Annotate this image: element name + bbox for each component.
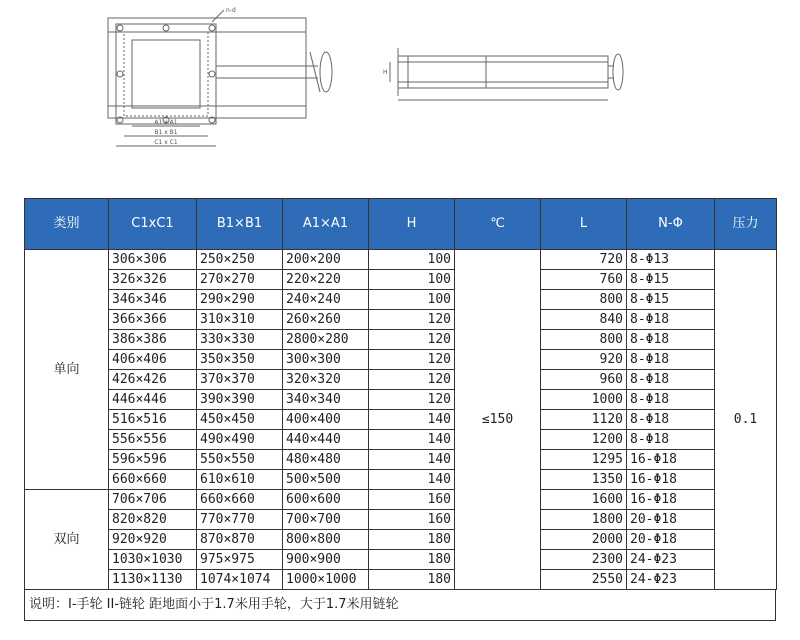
b1-cell: 975×975: [197, 550, 283, 570]
table-body: [25, 250, 777, 590]
n-phi-cell: 8-Φ18: [627, 430, 715, 450]
h-cell: 180: [369, 530, 455, 550]
c1-cell: 596×596: [109, 450, 197, 470]
table-row: [25, 410, 777, 430]
n-phi-cell: 8-Φ18: [627, 370, 715, 390]
n-phi-cell: 16-Φ18: [627, 490, 715, 510]
dim-b1-label: B1 x B1: [154, 129, 178, 136]
n-phi-cell: 20-Φ18: [627, 530, 715, 550]
n-phi-cell: 8-Φ13: [627, 250, 715, 270]
a1-cell: 600×600: [283, 490, 369, 510]
b1-cell: 660×660: [197, 490, 283, 510]
technical-drawings: [0, 0, 800, 190]
header-n-phi: N-Φ: [627, 199, 715, 250]
l-cell: 1600: [541, 490, 627, 510]
c1-cell: 446×446: [109, 390, 197, 410]
n-phi-cell: 16-Φ18: [627, 450, 715, 470]
a1-cell: 220×220: [283, 270, 369, 290]
table-row: [25, 250, 777, 270]
n-phi-cell: 24-Φ23: [627, 570, 715, 590]
footnote: 说明：I-手轮 II-链轮 距地面小于1.7米用手轮，大于1.7米用链轮: [24, 590, 776, 621]
a1-cell: 300×300: [283, 350, 369, 370]
b1-cell: 610×610: [197, 470, 283, 490]
a1-cell: 340×340: [283, 390, 369, 410]
c1-cell: 306×306: [109, 250, 197, 270]
front-view-drawing: [108, 10, 332, 146]
l-cell: 760: [541, 270, 627, 290]
table-row: [25, 550, 777, 570]
table-row: [25, 470, 777, 490]
n-phi-cell: 8-Φ15: [627, 270, 715, 290]
h-cell: 100: [369, 250, 455, 270]
l-cell: 1350: [541, 470, 627, 490]
table-row: [25, 450, 777, 470]
table-row: [25, 290, 777, 310]
n-phi-cell: 8-Φ18: [627, 390, 715, 410]
h-cell: 160: [369, 510, 455, 530]
a1-cell: 700×700: [283, 510, 369, 530]
a1-cell: 1000×1000: [283, 570, 369, 590]
l-cell: 1295: [541, 450, 627, 470]
c1-cell: 1030×1030: [109, 550, 197, 570]
h-cell: 140: [369, 410, 455, 430]
table-row: [25, 330, 777, 350]
c1-cell: 820×820: [109, 510, 197, 530]
c1-cell: 660×660: [109, 470, 197, 490]
a1-cell: 800×800: [283, 530, 369, 550]
a1-cell: 500×500: [283, 470, 369, 490]
c1-cell: 346×346: [109, 290, 197, 310]
c1-cell: 920×920: [109, 530, 197, 550]
n-phi-cell: 8-Φ18: [627, 330, 715, 350]
h-cell: 100: [369, 290, 455, 310]
header-l: L: [541, 199, 627, 250]
table-row: [25, 270, 777, 290]
b1-cell: 390×390: [197, 390, 283, 410]
header-h: H: [369, 199, 455, 250]
table-row: [25, 430, 777, 450]
table-row: [25, 370, 777, 390]
a1-cell: 260×260: [283, 310, 369, 330]
c1-cell: 366×366: [109, 310, 197, 330]
b1-cell: 1074×1074: [197, 570, 283, 590]
corner-label: n-d: [226, 7, 236, 14]
l-cell: 960: [541, 370, 627, 390]
a1-cell: 440×440: [283, 430, 369, 450]
n-phi-cell: 16-Φ18: [627, 470, 715, 490]
l-cell: 2300: [541, 550, 627, 570]
l-cell: 2000: [541, 530, 627, 550]
header-c1: C1xC1: [109, 199, 197, 250]
spec-sheet: [24, 198, 776, 621]
b1-cell: 330×330: [197, 330, 283, 350]
header-category: 类别: [25, 199, 109, 250]
n-phi-cell: 20-Φ18: [627, 510, 715, 530]
header-a1: A1×A1: [283, 199, 369, 250]
temperature-cell: ≤150: [455, 250, 541, 590]
a1-cell: 2800×280: [283, 330, 369, 350]
b1-cell: 270×270: [197, 270, 283, 290]
a1-cell: 400×400: [283, 410, 369, 430]
b1-cell: 550×550: [197, 450, 283, 470]
side-view-drawing: [390, 48, 623, 100]
table-row: [25, 570, 777, 590]
l-cell: 720: [541, 250, 627, 270]
pressure-cell: 0.1: [715, 250, 777, 590]
c1-cell: 326×326: [109, 270, 197, 290]
b1-cell: 290×290: [197, 290, 283, 310]
l-cell: 840: [541, 310, 627, 330]
c1-cell: 706×706: [109, 490, 197, 510]
c1-cell: 386×386: [109, 330, 197, 350]
side-h-label: H: [383, 69, 388, 76]
h-cell: 120: [369, 310, 455, 330]
header-temperature: ℃: [455, 199, 541, 250]
table-header-row: [25, 199, 777, 250]
table-row: [25, 490, 777, 510]
l-cell: 920: [541, 350, 627, 370]
l-cell: 1000: [541, 390, 627, 410]
l-cell: 1800: [541, 510, 627, 530]
dim-a1-label: A1 x A1: [154, 119, 178, 126]
l-cell: 800: [541, 330, 627, 350]
table-row: [25, 310, 777, 330]
table-row: [25, 530, 777, 550]
l-cell: 1200: [541, 430, 627, 450]
c1-cell: 516×516: [109, 410, 197, 430]
h-cell: 180: [369, 550, 455, 570]
header-pressure: 压力: [715, 199, 777, 250]
a1-cell: 240×240: [283, 290, 369, 310]
category-cell: 单向: [25, 250, 109, 490]
h-cell: 160: [369, 490, 455, 510]
h-cell: 180: [369, 570, 455, 590]
n-phi-cell: 8-Φ18: [627, 310, 715, 330]
table-row: [25, 350, 777, 370]
c1-cell: 556×556: [109, 430, 197, 450]
a1-cell: 900×900: [283, 550, 369, 570]
b1-cell: 870×870: [197, 530, 283, 550]
b1-cell: 350×350: [197, 350, 283, 370]
a1-cell: 320×320: [283, 370, 369, 390]
c1-cell: 426×426: [109, 370, 197, 390]
l-cell: 2550: [541, 570, 627, 590]
h-cell: 140: [369, 430, 455, 450]
c1-cell: 406×406: [109, 350, 197, 370]
header-b1: B1×B1: [197, 199, 283, 250]
l-cell: 1120: [541, 410, 627, 430]
b1-cell: 310×310: [197, 310, 283, 330]
a1-cell: 200×200: [283, 250, 369, 270]
b1-cell: 490×490: [197, 430, 283, 450]
h-cell: 140: [369, 470, 455, 490]
a1-cell: 480×480: [283, 450, 369, 470]
h-cell: 100: [369, 270, 455, 290]
l-cell: 800: [541, 290, 627, 310]
table-row: [25, 390, 777, 410]
b1-cell: 250×250: [197, 250, 283, 270]
h-cell: 140: [369, 450, 455, 470]
c1-cell: 1130×1130: [109, 570, 197, 590]
h-cell: 120: [369, 370, 455, 390]
h-cell: 120: [369, 330, 455, 350]
h-cell: 120: [369, 390, 455, 410]
b1-cell: 370×370: [197, 370, 283, 390]
n-phi-cell: 8-Φ15: [627, 290, 715, 310]
b1-cell: 450×450: [197, 410, 283, 430]
spec-table: [24, 198, 777, 590]
category-cell: 双向: [25, 490, 109, 590]
b1-cell: 770×770: [197, 510, 283, 530]
n-phi-cell: 8-Φ18: [627, 350, 715, 370]
h-cell: 120: [369, 350, 455, 370]
n-phi-cell: 8-Φ18: [627, 410, 715, 430]
n-phi-cell: 24-Φ23: [627, 550, 715, 570]
dim-c1-label: C1 x C1: [154, 139, 178, 146]
table-row: [25, 510, 777, 530]
